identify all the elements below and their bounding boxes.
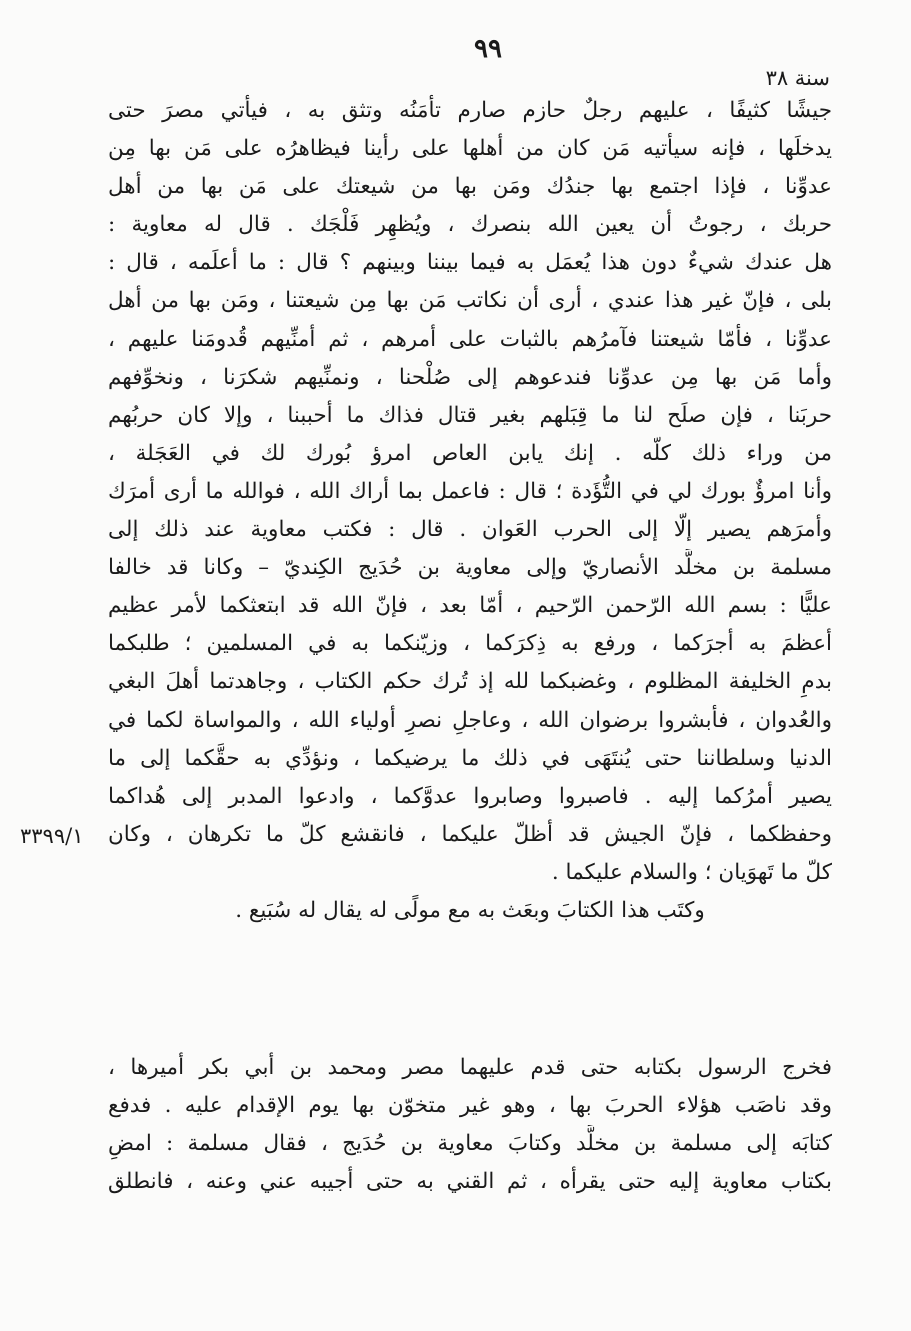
margin-reference-number: ٣٣٩٩/١ [20,824,84,848]
second-paragraph-block [108,1049,832,1201]
page-number: ٩٩ [474,34,502,64]
text-line: حربَنا ، فإن صلَح لنا ما قِبَلهم بغير قتال فذاك ما أحببنا ، وإلا كان حربُهم [108,402,832,428]
text-line: وأمرَهم يصير إلّا إلى الحرب العَوان . قال : فكتب معاوية عند ذلك إلى [108,517,832,543]
text-line: جيشًا كثيفًا ، عليهم رجلٌ حازم صارم تأمَنُه وتثق به ، فيأتي مصرَ حتى [108,98,832,123]
text-line: عليًّا : بسم الله الرّحمن الرّحيم ، أمّا بعد ، فإنّ الله قد ابتعثكما لأمر عظيم [108,593,832,619]
text-line: وقد ناصَب هؤلاء الحربَ بها ، وهو غير متخوّن بها يوم الإقدام عليه . فدفع [108,1093,832,1119]
text-line: بكتاب معاوية إليه حتى يقرأه ، ثم القني به حتى أجيبه عني وعنه ، فانطلق [108,1169,832,1195]
text-line: كتابَه إلى مسلمة بن مخلَّد وكتابَ معاوية بن حُدَيج ، فقال مسلمة : امضِ [108,1131,832,1157]
text-line: عدوِّنا ، فأمّا شيعتنا فآمرُهم بالثبات على أمرهم ، ثم أمنِّيهم قُدومَنا عليهم ، [108,326,832,352]
text-line: بلى ، فإنّ غير هذا عندي ، أرى أن نكاتب مَن بها مِن شيعتنا ، ومَن بها من أهل [108,288,832,314]
centered-text-line: وكتَب هذا الكتابَ وبعَث به مع مولًى له يقال له سُبَيع . [235,897,705,923]
text-line: وأما مَن بها مِن عدوِّنا فندعوهم إلى صُلْحنا ، ونمنِّيهم شكرَنا ، ونخوِّفهم [108,364,832,390]
text-line: وأنا امرؤٌ بورك لي في التُّؤَدة ؛ قال : فاعمل بما أراك الله ، فوالله ما أرى أمرَك [108,478,832,504]
text-line: مسلمة بن مخلَّد الأنصاريّ وإلى معاوية بن حُدَيج الكِنديّ – وكانا قد خالفا [108,555,832,581]
text-line: وحفظكما ، فإنّ الجيش قد أظلّ عليكما ، فانقشع كلّ ما تكرهان ، وكان [108,821,832,847]
text-line: كلّ ما تَهوَيان ؛ والسلام عليكما . [551,859,832,885]
text-line: هل عندك شيءٌ دون هذا يُعمَل به فيما بيننا وبينهم ؟ قال : ما أعلَمه ، قال : [108,250,832,276]
main-text-block [108,92,832,930]
text-line: حربك ، رجوتُ أن يعين الله بنصرك ، ويُظهِر فَلْجَك . قال له معاوية : [108,212,832,238]
text-line: يصير أمرُكما إليه . فاصبروا وصابروا عدوَّكما ، وادعوا المدبر إلى هُداكما [108,783,832,809]
running-head: سنة ٣٨ [765,66,830,90]
text-line: أعظمَ به أجرَكما ، ورفع به ذِكرَكما ، وزيّنكما به في المسلمين ؛ طلبكما [108,631,832,657]
text-line: فخرج الرسول بكتابه حتى قدم عليهما مصر ومحمد بن أبي بكر أميرها ، [108,1055,832,1080]
text-line: يدخلَها ، فإنه سيأتيه مَن كان من أهلها على رأينا فيظاهرُه على مَن بها مِن [108,136,832,162]
text-line: بدمِ الخليفة المظلوم ، وغضبكما لله إذ تُرك حكم الكتاب ، وجاهدتما أهلَ البغي [108,669,832,695]
text-line: من وراء ذلك كلّه . إنك يابن العاص امرؤ بُورك لك في العَجَلة ، [108,440,832,466]
text-line: الدنيا وسلطاننا حتى يُنتَهَى في ذلك ما يرضيكما ، ونؤدِّي به حقَّكما إلى ما [108,745,832,771]
text-line: عدوِّنا ، فإذا اجتمع بها جندُك ومَن بها من شيعتك على مَن بها من أهل [108,174,832,200]
text-line: والعُدوان ، فأبشروا برضوان الله ، وعاجلِ نصرِ أولياء الله ، والمواساة لكما في [108,707,832,733]
